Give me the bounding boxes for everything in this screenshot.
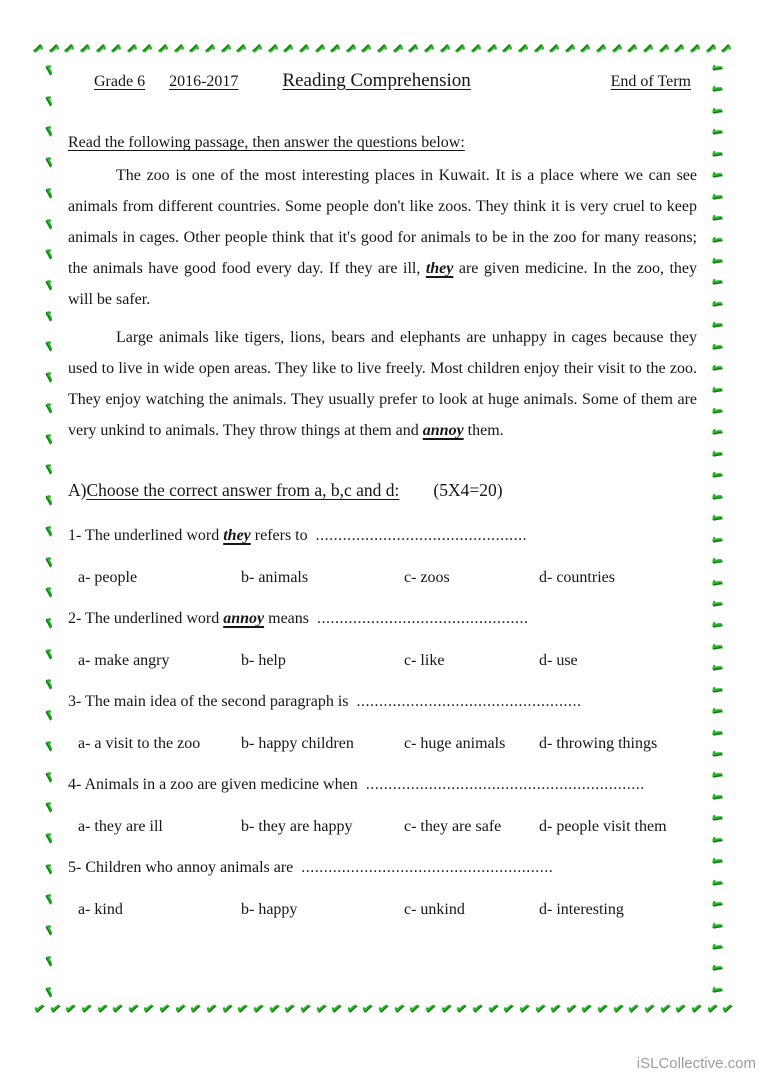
- ribbon-icon: ✔: [706, 359, 726, 379]
- question-5: [68, 855, 697, 923]
- option-2d: d- use: [539, 652, 578, 669]
- ribbon-icon: ✔: [706, 252, 726, 272]
- border-right: [705, 59, 727, 1000]
- question-1-text: [68, 523, 697, 549]
- ribbon-icon: ✔: [485, 39, 500, 56]
- ribbon-icon: ✔: [110, 1001, 124, 1018]
- ribbon-icon: ✔: [39, 275, 58, 293]
- ribbon-icon: ✔: [39, 398, 58, 416]
- ribbon-icon: ✔: [376, 39, 390, 56]
- ribbon-icon: ✔: [188, 1001, 203, 1018]
- ribbon-icon: ✔: [407, 1001, 422, 1018]
- ribbon-icon: ✔: [706, 637, 726, 657]
- option-4c: c- they are safe: [404, 818, 502, 835]
- term-label: End of Term: [610, 73, 691, 90]
- option-3b: b- happy children: [241, 735, 354, 752]
- question-2-pre: 2- The underlined word: [68, 610, 224, 627]
- ribbon-icon: ✔: [657, 39, 672, 56]
- ribbon-icon: ✔: [642, 39, 656, 56]
- question-1-options: [78, 565, 697, 591]
- ribbon-icon: ✔: [657, 1001, 672, 1018]
- ribbon-icon: ✔: [516, 39, 531, 56]
- ribbon-icon: ✔: [706, 445, 726, 465]
- option-3c: c- huge animals: [404, 735, 506, 752]
- ribbon-icon: ✔: [188, 39, 202, 56]
- option-1d: d- countries: [539, 569, 615, 586]
- ribbon-icon: ✔: [626, 39, 640, 56]
- ribbon-icon: ✔: [39, 798, 58, 815]
- ribbon-icon: ✔: [141, 39, 156, 56]
- ribbon-icon: ✔: [219, 39, 234, 56]
- ribbon-icon: ✔: [39, 982, 58, 999]
- ribbon-icon: ✔: [706, 830, 726, 850]
- ribbon-icon: ✔: [423, 1001, 437, 1018]
- option-5d: d- interesting: [539, 901, 624, 918]
- ribbon-icon: ✔: [39, 828, 58, 846]
- answer-blank-5: ........................................................: [301, 859, 554, 876]
- option-4d: d- people visit them: [539, 818, 667, 835]
- ribbon-icon: ✔: [626, 1001, 641, 1018]
- ribbon-icon: ✔: [706, 337, 726, 357]
- paragraph-1-text-end: are given medicine. In the zoo, they will be safer.: [68, 260, 697, 308]
- ribbon-icon: ✔: [706, 873, 726, 893]
- question-4-options: [78, 814, 697, 840]
- ribbon-icon: ✔: [141, 1001, 156, 1018]
- ribbon-icon: ✔: [39, 214, 58, 232]
- ribbon-icon: ✔: [125, 1001, 140, 1018]
- paragraph-1-text: The zoo is one of the most interesting places in Kuwait. It is a place where we can see animals from different countries. Some people don't like zoos. They think it is very cruel to keep animals in cages. Other people think that it's good for animals to be in the zoo for many reasons; the animals have good food every day. If they are ill,: [68, 167, 697, 277]
- ribbon-icon: ✔: [78, 39, 93, 56]
- ribbon-icon: ✔: [344, 1001, 359, 1018]
- ribbon-icon: ✔: [172, 39, 187, 56]
- ribbon-icon: ✔: [39, 429, 58, 447]
- grade-label: Grade 6: [94, 73, 146, 90]
- ribbon-icon: ✔: [548, 39, 562, 56]
- ribbon-icon: ✔: [673, 39, 687, 56]
- paragraph-2-text-end: them.: [463, 422, 504, 439]
- ribbon-icon: ✔: [610, 1001, 625, 1018]
- border-top: [33, 36, 733, 58]
- ribbon-icon: ✔: [706, 509, 726, 529]
- ribbon-icon: ✔: [297, 39, 312, 56]
- ribbon-icon: ✔: [706, 80, 726, 100]
- ribbon-icon: ✔: [579, 1001, 594, 1018]
- ribbon-icon: ✔: [704, 1001, 719, 1018]
- ribbon-icon: ✔: [706, 402, 726, 422]
- ribbon-icon: ✔: [704, 39, 719, 56]
- question-3: [68, 689, 697, 757]
- question-4-text: [68, 772, 697, 798]
- ribbon-icon: ✔: [79, 1001, 93, 1018]
- ribbon-icon: ✔: [32, 39, 46, 56]
- question-1-pre: 1- The underlined word: [68, 527, 224, 544]
- ribbon-icon: ✔: [297, 1001, 312, 1018]
- question-5-text: [68, 855, 697, 881]
- ribbon-icon: ✔: [706, 380, 726, 400]
- option-5a: a- kind: [78, 901, 123, 918]
- ribbon-icon: ✔: [706, 423, 726, 443]
- ribbon-icon: ✔: [706, 166, 726, 186]
- ribbon-icon: ✔: [125, 39, 140, 56]
- option-3a: a- a visit to the zoo: [78, 735, 201, 752]
- option-4b: b- they are happy: [241, 818, 353, 835]
- section-a-points: (5X4=20): [433, 480, 503, 500]
- ribbon-icon: ✔: [706, 102, 726, 122]
- ribbon-icon: ✔: [706, 659, 726, 679]
- ribbon-icon: ✔: [39, 122, 58, 139]
- ribbon-icon: ✔: [39, 521, 58, 539]
- ribbon-icon: ✔: [688, 1001, 703, 1018]
- ribbon-icon: ✔: [47, 1001, 62, 1018]
- section-a-heading: [68, 480, 697, 501]
- border-bottom: [33, 999, 733, 1021]
- ribbon-icon: ✔: [720, 1001, 734, 1018]
- ribbon-icon: ✔: [39, 183, 58, 201]
- ribbon-icon: ✔: [282, 39, 296, 56]
- ribbon-icon: ✔: [563, 39, 578, 56]
- ribbon-icon: ✔: [204, 1001, 218, 1018]
- ribbon-icon: ✔: [706, 123, 726, 143]
- border-left: [37, 62, 59, 998]
- answer-blank-2: ...............................................: [317, 610, 529, 627]
- ribbon-icon: ✔: [235, 39, 249, 56]
- answer-blank-3: ..................................................: [356, 693, 582, 710]
- option-1b: b- animals: [241, 569, 309, 586]
- ribbon-icon: ✔: [438, 1001, 453, 1018]
- header-row: [68, 70, 697, 92]
- ribbon-icon: ✔: [39, 583, 58, 600]
- ribbon-icon: ✔: [157, 39, 171, 56]
- passage-paragraph-1: [68, 160, 697, 315]
- ribbon-icon: ✔: [532, 39, 547, 56]
- question-1-word: they: [223, 527, 251, 544]
- section-a-title: Choose the correct answer from a, b,c and d:: [86, 480, 400, 500]
- ribbon-icon: ✔: [642, 1001, 656, 1018]
- ribbon-icon: ✔: [485, 1001, 500, 1018]
- worksheet-content: [68, 70, 697, 938]
- questions-list: [68, 523, 697, 923]
- instruction-line: Read the following passage, then answer the questions below:: [68, 134, 465, 151]
- ribbon-icon: ✔: [235, 1001, 250, 1018]
- option-2a: a- make angry: [78, 652, 170, 669]
- ribbon-icon: ✔: [706, 702, 726, 722]
- answer-blank-1: ...............................................: [315, 527, 528, 544]
- ribbon-icon: ✔: [720, 39, 734, 56]
- ribbon-icon: ✔: [63, 1001, 78, 1018]
- ribbon-icon: ✔: [94, 1001, 109, 1018]
- ribbon-icon: ✔: [706, 938, 726, 958]
- ribbon-icon: ✔: [706, 573, 726, 593]
- answer-blank-4: ..............................................................: [365, 776, 645, 793]
- ribbon-icon: ✔: [706, 273, 726, 293]
- ribbon-icon: ✔: [706, 852, 726, 872]
- ribbon-icon: ✔: [706, 187, 726, 207]
- ribbon-icon: ✔: [204, 39, 218, 56]
- ribbon-icon: ✔: [39, 60, 58, 78]
- ribbon-icon: ✔: [423, 39, 437, 56]
- ribbon-icon: ✔: [391, 39, 406, 56]
- ribbon-icon: ✔: [501, 1001, 516, 1018]
- ribbon-icon: ✔: [266, 39, 281, 56]
- question-4: [68, 772, 697, 840]
- question-3-pre: 3- The main idea of the second paragraph is: [68, 693, 349, 710]
- question-2-word: annoy: [223, 610, 265, 627]
- ribbon-icon: ✔: [706, 144, 726, 164]
- underlined-word-they: they: [425, 260, 454, 277]
- ribbon-icon: ✔: [706, 294, 726, 314]
- ribbon-icon: ✔: [407, 39, 421, 56]
- ribbon-icon: ✔: [706, 745, 726, 765]
- ribbon-icon: ✔: [376, 1001, 390, 1018]
- ribbon-icon: ✔: [39, 890, 58, 907]
- ribbon-icon: ✔: [706, 895, 726, 915]
- ribbon-icon: ✔: [706, 809, 726, 829]
- ribbon-icon: ✔: [579, 39, 593, 56]
- ribbon-icon: ✔: [313, 39, 328, 56]
- ribbon-icon: ✔: [516, 1001, 531, 1018]
- ribbon-icon: ✔: [32, 1001, 46, 1018]
- ribbon-icon: ✔: [706, 959, 726, 979]
- question-2-options: [78, 648, 697, 674]
- question-5-options: [78, 897, 697, 923]
- ribbon-icon: ✔: [39, 460, 58, 477]
- ribbon-icon: ✔: [329, 1001, 343, 1018]
- question-3-text: [68, 689, 697, 715]
- ribbon-icon: ✔: [563, 1001, 578, 1018]
- section-a-prefix: A): [68, 480, 87, 500]
- ribbon-icon: ✔: [706, 230, 726, 250]
- ribbon-icon: ✔: [706, 209, 726, 229]
- ribbon-icon: ✔: [329, 39, 343, 56]
- question-2-text: [68, 606, 697, 632]
- ribbon-icon: ✔: [706, 916, 726, 936]
- ribbon-icon: ✔: [706, 466, 726, 486]
- ribbon-icon: ✔: [595, 1001, 609, 1018]
- option-3d: d- throwing things: [539, 735, 658, 752]
- ribbon-icon: ✔: [39, 736, 58, 754]
- ribbon-icon: ✔: [63, 39, 77, 56]
- ribbon-icon: ✔: [706, 723, 726, 743]
- ribbon-icon: ✔: [110, 39, 124, 56]
- ribbon-icon: ✔: [391, 1001, 406, 1018]
- ribbon-icon: ✔: [157, 1001, 171, 1018]
- option-1c: c- zoos: [404, 569, 450, 586]
- ribbon-icon: ✔: [688, 39, 703, 56]
- ribbon-icon: ✔: [172, 1001, 187, 1018]
- question-3-options: [78, 731, 697, 757]
- ribbon-icon: ✔: [39, 921, 58, 938]
- ribbon-icon: ✔: [595, 39, 609, 56]
- ribbon-icon: ✔: [706, 552, 726, 572]
- ribbon-icon: ✔: [470, 1001, 484, 1018]
- ribbon-icon: ✔: [360, 1001, 375, 1018]
- ribbon-icon: ✔: [532, 1001, 547, 1018]
- ribbon-icon: ✔: [706, 316, 726, 336]
- ribbon-icon: ✔: [706, 680, 726, 700]
- paragraph-2-text: Large animals like tigers, lions, bears and elephants are unhappy in cages because they used to live in wide open areas. They like to live freely. Most children enjoy their visit to the zoo. They enjoy watching the animals. They usually prefer to look at huge animals. Some of them are very unkind to animals. They throw things at them and: [68, 329, 697, 439]
- ribbon-icon: ✔: [39, 368, 58, 385]
- ribbon-icon: ✔: [610, 39, 625, 56]
- ribbon-icon: ✔: [266, 1001, 281, 1018]
- ribbon-icon: ✔: [706, 980, 726, 1000]
- ribbon-icon: ✔: [39, 613, 58, 631]
- option-2c: c- like: [404, 652, 445, 669]
- option-5c: c- unkind: [404, 901, 465, 918]
- ribbon-icon: ✔: [706, 530, 726, 550]
- ribbon-icon: ✔: [39, 675, 58, 692]
- ribbon-icon: ✔: [706, 595, 726, 615]
- ribbon-icon: ✔: [39, 91, 58, 109]
- ribbon-icon: ✔: [39, 767, 58, 784]
- ribbon-icon: ✔: [360, 39, 374, 56]
- ribbon-icon: ✔: [39, 306, 58, 324]
- ribbon-icon: ✔: [94, 39, 109, 56]
- ribbon-icon: ✔: [251, 1001, 265, 1018]
- ribbon-icon: ✔: [706, 487, 726, 507]
- ribbon-icon: ✔: [454, 39, 468, 56]
- school-year-label: 2016-2017: [169, 73, 239, 90]
- passage-paragraph-2: [68, 322, 697, 446]
- ribbon-icon: ✔: [39, 491, 58, 508]
- ribbon-icon: ✔: [501, 39, 515, 56]
- ribbon-icon: ✔: [39, 337, 58, 354]
- question-5-pre: 5- Children who annoy animals are: [68, 859, 294, 876]
- ribbon-icon: ✔: [470, 39, 484, 56]
- option-2b: b- help: [241, 652, 286, 669]
- ribbon-icon: ✔: [706, 616, 726, 636]
- ribbon-icon: ✔: [47, 39, 62, 56]
- question-1: [68, 523, 697, 591]
- question-1-post: refers to: [250, 527, 308, 544]
- question-2-post: means: [264, 610, 309, 627]
- ribbon-icon: ✔: [282, 1001, 297, 1018]
- ribbon-icon: ✔: [706, 59, 726, 79]
- page-title: Reading Comprehension: [282, 70, 471, 91]
- ribbon-icon: ✔: [344, 39, 359, 56]
- ribbon-icon: ✔: [313, 1001, 328, 1018]
- underlined-word-annoy: annoy: [422, 422, 464, 439]
- ribbon-icon: ✔: [548, 1001, 562, 1018]
- ribbon-icon: ✔: [39, 951, 58, 969]
- option-5b: b- happy: [241, 901, 298, 918]
- ribbon-icon: ✔: [706, 766, 726, 786]
- ribbon-icon: ✔: [39, 859, 58, 877]
- ribbon-icon: ✔: [438, 39, 453, 56]
- ribbon-icon: ✔: [39, 644, 58, 662]
- ribbon-icon: ✔: [454, 1001, 469, 1018]
- question-4-pre: 4- Animals in a zoo are given medicine when: [68, 776, 358, 793]
- ribbon-icon: ✔: [39, 153, 58, 170]
- ribbon-icon: ✔: [39, 706, 58, 723]
- option-1a: a- people: [78, 569, 138, 586]
- ribbon-icon: ✔: [39, 552, 58, 569]
- ribbon-icon: ✔: [706, 788, 726, 808]
- ribbon-icon: ✔: [39, 245, 58, 262]
- ribbon-icon: ✔: [251, 39, 265, 56]
- watermark: iSLCollective.com: [636, 1055, 756, 1072]
- ribbon-icon: ✔: [219, 1001, 234, 1018]
- question-2: [68, 606, 697, 674]
- option-4a: a- they are ill: [78, 818, 163, 835]
- ribbon-icon: ✔: [673, 1001, 688, 1018]
